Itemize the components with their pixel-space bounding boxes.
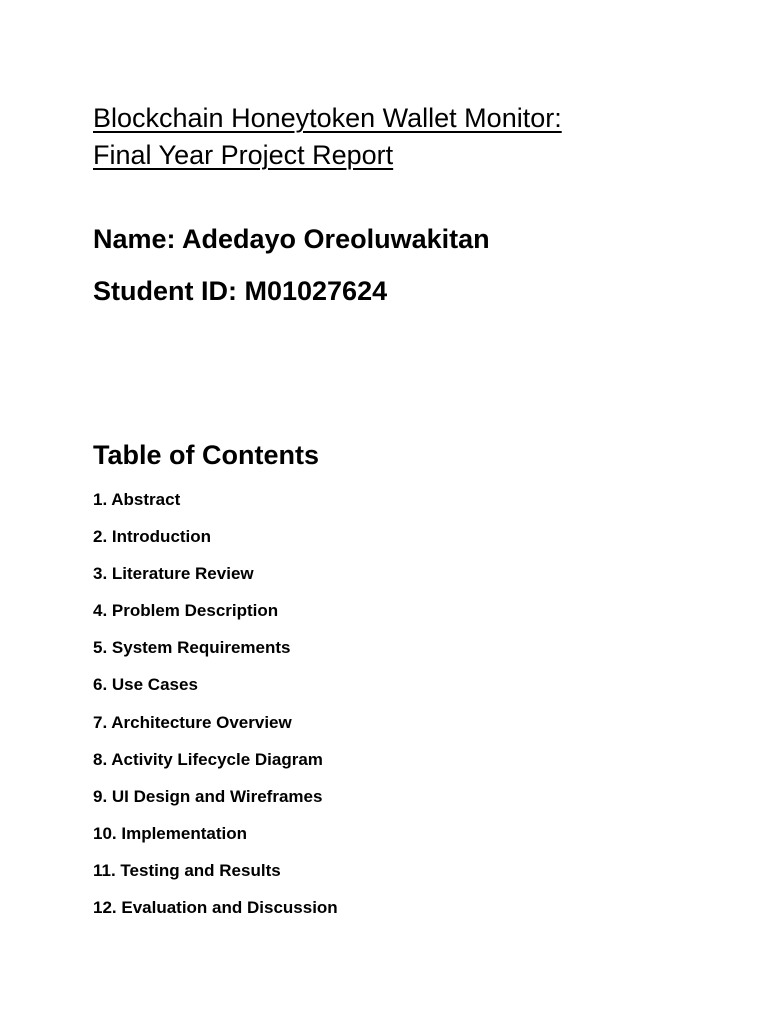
- toc-item: 11. Testing and Results: [93, 860, 281, 880]
- document-title-line-1: Blockchain Honeytoken Wallet Monitor:: [93, 103, 562, 133]
- toc-item: 8. Activity Lifecycle Diagram: [93, 749, 323, 769]
- toc-item: 1. Abstract: [93, 490, 181, 509]
- author-name: Name: Adedayo Oreoluwakitan: [93, 224, 490, 254]
- toc-heading: Table of Contents: [93, 440, 319, 470]
- toc-item: 10. Implementation: [93, 823, 247, 843]
- toc-item: 4. Problem Description: [93, 601, 279, 621]
- toc-item: 6. Use Cases: [93, 675, 198, 695]
- toc-item: 5. System Requirements: [93, 638, 291, 658]
- toc-item: 12. Evaluation and Discussion: [93, 898, 338, 918]
- toc-item: 7. Architecture Overview: [93, 712, 292, 732]
- toc-item: 9. UI Design and Wireframes: [93, 786, 323, 806]
- document-title: [93, 100, 713, 174]
- student-id: Student ID: M01027624: [93, 276, 388, 306]
- document-title-line-2: Final Year Project Report: [93, 140, 394, 170]
- toc-item: 2. Introduction: [93, 527, 212, 547]
- toc-list: [93, 489, 338, 934]
- toc-item: 3. Literature Review: [93, 564, 254, 584]
